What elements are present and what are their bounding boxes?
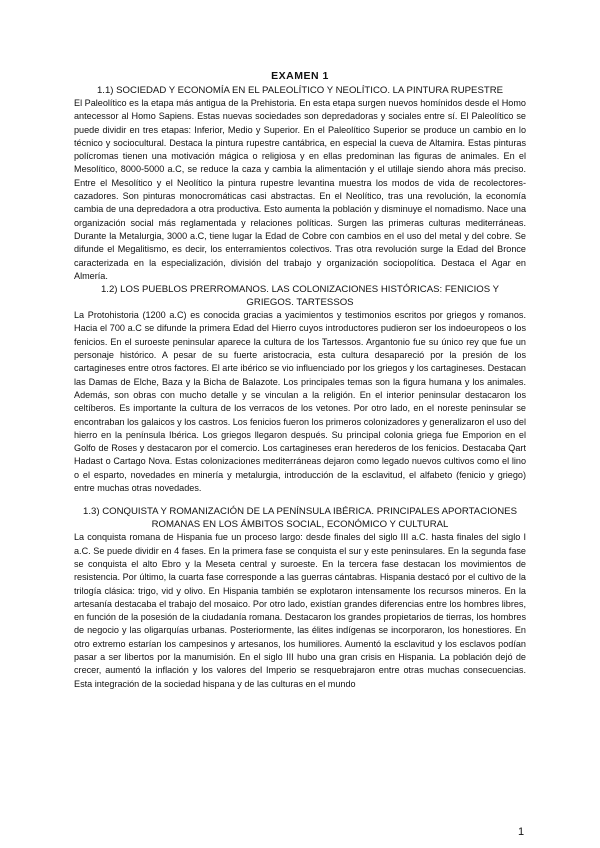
section-heading-1-3: 1.3) CONQUISTA Y ROMANIZACIÓN DE LA PENÍNSULA IBÉRICA. PRINCIPALES APORTACIONES ROMANAS EN LOS ÁMBITOS SOCIAL, ECONÓMICO Y CULTURAL bbox=[83, 506, 517, 531]
document-page bbox=[74, 70, 526, 691]
section-spacer bbox=[74, 495, 526, 505]
section-heading-1-1: 1.1) SOCIEDAD Y ECONOMÍA EN EL PALEOLÍTICO Y NEOLÍTICO. LA PINTURA RUPESTRE bbox=[96, 85, 504, 96]
section-heading-1-2: 1.2) LOS PUEBLOS PRERROMANOS. LAS COLONIZACIONES HISTÓRICAS: FENICIOS Y GRIEGOS. TARTESSOS bbox=[100, 284, 500, 309]
section-body-1-3: La conquista romana de Hispania fue un proceso largo: desde finales del siglo III a.C. hasta finales del siglo I a.C. Se puede dividir en 4 fases. En la primera fase se conquista el sur y este peninsulares. En la segunda fase se conquista el alto Ebro y la Meseta central y suroeste. En la tercera fase destacan los movimientos de resistencia. Por último, la cuarta fase corresponde a las guerras cántabras. Hispania destacó por el cultivo de la trilogía clásica: trigo, vid y olivo. En Hispania también se explotaron intensamente los recursos mineros. En la artesanía destacaba el trabajo del mosaico. Por otro lado, existían grandes diferencias entre los hombres libres, en función de la posesión de la ciudadanía romana. Destacaron los grandes propietarios de tierras, los hombres de negocio y las oligarquías urbanas. Posteriormente, las élites indígenas se incorporaron, los honestiores. En otro extremo estarían los campesinos y artesanos, los humiliores. Aumentó la esclavitud y los esclavos podían pasar a ser libertos por la manumisión. En el siglo III hubo una gran crisis en Hispania. La población dejó de crecer, aumentó la inflación y los valores del Imperio se resquebrajaron entre otras muchas consecuencias. Esta integración de la sociedad hispana y de las culturas en el mundo bbox=[74, 532, 526, 689]
document-title: EXAMEN 1 bbox=[271, 70, 329, 82]
section-body-1-2: La Protohistoria (1200 a.C) es conocida gracias a yacimientos y testimonios escritos por griegos y romanos. Hacia el 700 a.C se difunde la primera Edad del Hierro cuyos introductores pudieron ser los indoeuropeos o los fenicios. En el suroeste peninsular aparece la cultura de los Tartessos. Argantonio fue su único rey que fue un personaje histórico. A pesar de su fuerte aristocracia, esta cultura desapareció por la presión de los cartagineses entre otros factores. El arte ibérico se vio influenciado por los griegos y los cartagineses. Destacan las Damas de Elche, Baza y la Bicha de Balazote. Los principales temas son la figura humana y los animales. Además, son obras con mucho detalle y se vinculan a la religión. En el interior peninsular destacaron los celtíberos. Es importante la cultura de los verracos de los vetones. Por otro lado, en el noreste peninsular se encontraban los galaicos y los castros. Los fenicios fueron los primeros colonizadores y generalizaron el uso del hierro en la península Ibérica. Los griegos llegaron después. Su principal colonia griega fue Emporion en el Golfo de Roses y destacaron por el comercio. Los cartagineses eran herederos de los fenicios. Destacaba Qart Hadast o Cartago Nova. Estas colonizaciones mediterráneas dejaron como legado nuevos cultivos como el lino o el esparto, novedades en minería y metalurgia, introducción de la esclavitud, el alfabeto (fenicio y griego) entre muchas otras novedades. bbox=[74, 310, 526, 494]
section-body-1-1: El Paleolítico es la etapa más antigua de la Prehistoria. En esta etapa surgen nuevos homínidos desde el Homo antecessor al Homo Sapiens. Estas nuevas sociedades son depredadoras y sociales entre sí. El Paleolítico se puede dividir en tres etapas: Inferior, Medio y Superior. En el Paleolítico Superior se produce un cambio en lo técnico y sociocultural. Destaca la pintura rupestre cantábrica, en especial la cueva de Altamira. Estas pinturas polícromas tienen una motivación mágica o religiosa y en ellas predominan las figuras de animales. En el Mesolítico, 8000-5000 a.C, se reduce la caza y cambia la alimentación y el utillaje siendo ahora más preciso. Entre el Mesolítico y el Neolítico la pintura rupestre levantina muestra los modos de vida de recolectores-cazadores. Son pinturas monocromáticas casi abstractas. En el Neolítico, tras una revolución, la economía cambia de una depredadora a otra productiva. Esto aumenta la población y disminuye el nomadismo. Nace una organización social más reglamentada y relaciones políticas. Surgen las primeras culturas mediterráneas. Durante la Metalurgia, 3000 a.C, tiene lugar la Edad de Cobre con cambios en el uso del metal y del cobre. Se difunde el Megalitismo, es decir, los enterramientos colectivos. Tras otra revolución surge la Edad del Bronce caracterizada en la especialización, división del trabajo y organización sociopolítica. Destaca el Agar en Almería. bbox=[74, 98, 526, 281]
page-number: 1 bbox=[518, 826, 525, 838]
